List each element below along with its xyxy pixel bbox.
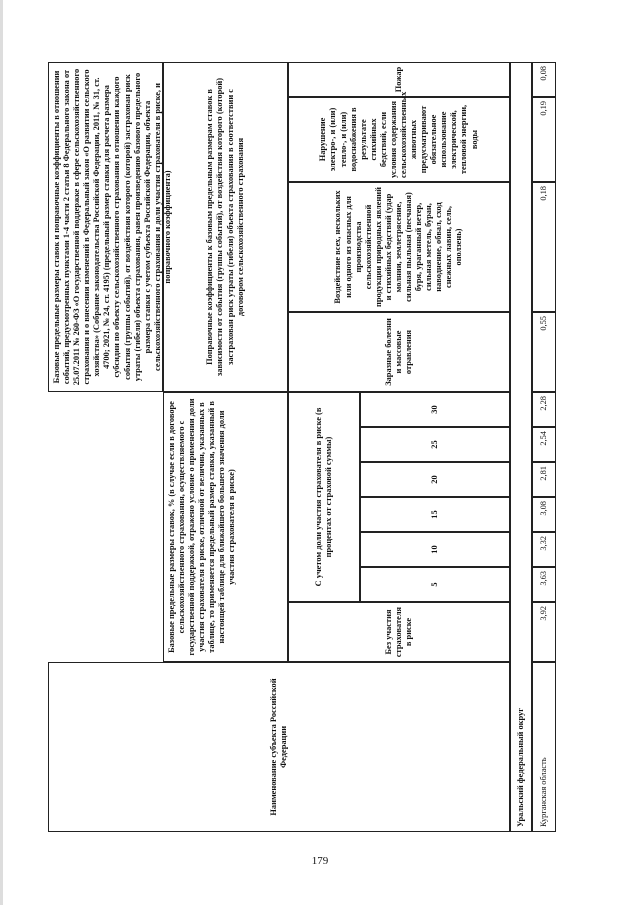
share-col-15: 15 bbox=[360, 497, 510, 532]
value-share-5: 3,63 bbox=[532, 567, 556, 602]
table-title-text: Базовые предельные размеры ставок и поправочные коэффициенты в отношении событий, предусмотренных пунктами 1-4 части 2 статьи 8 Федерального закона от 25.07.2011 № 260-ФЗ «О государственной поддержке в сфере сельскохозяйственного страхования и о внесении изменений в Федеральный закон «О развитии сельского хозяйства» (Собрание законодательства Российской Федерации, 2011, № 31, ст. 4700; 2021, № 24, ст. 4195) (предельный размер ставки для расчета размера субсидии по объекту сельскохозяйственного страхования в отношении каждого события (группы событий), от воздействия которого (которой) застрахован риск утраты (гибели) объекта страхования, равен произведению базового предельного размера ставки с учетом субъекта Российской Федерации, объекта сельскохозяйственного страхования и доли участия страхователя в риске, и поправочного коэффициента) bbox=[52, 68, 172, 386]
value-share-20: 2,81 bbox=[532, 462, 556, 497]
col-header-base-rates: Базовые предельные размеры ставок, % (в случае если в договоре сельскохозяйственного страхования, осуществляемого с государственной поддержкой, отражено условие о применении доли участия страхователя в риске, отличной от величин, указанных в таблице, то применяется предельный размер ставки, указанный в настоящей таблице для ближайшего большего значения доли участия страхователя в риске) bbox=[163, 392, 288, 662]
share-col-10: 10 bbox=[360, 532, 510, 567]
rates-table bbox=[48, 62, 568, 832]
rotated-table bbox=[48, 62, 568, 832]
share-col-30: 30 bbox=[360, 392, 510, 427]
table-title bbox=[48, 62, 172, 392]
col-header-correction: Поправочные коэффициенты к базовым предельным размерам ставок в зависимости от события (группы событий), от воздействия которого (которой) застрахован риск утраты (гибели) объекта страхования в соответствии с договором сельскохозяйственного страхования bbox=[163, 62, 288, 392]
value-no-participation: 3,92 bbox=[532, 602, 556, 662]
table-row-subject: Курганская область bbox=[532, 662, 556, 832]
share-col-5: 5 bbox=[360, 567, 510, 602]
col-header-fire: Пожар bbox=[288, 62, 510, 97]
page-edge-shadow bbox=[0, 0, 3, 905]
value-share-25: 2,54 bbox=[532, 427, 556, 462]
share-col-20: 20 bbox=[360, 462, 510, 497]
col-header-subject: Наименование субъекта Российской Федерации bbox=[48, 662, 510, 832]
value-power-outage: 0,19 bbox=[532, 97, 556, 182]
value-infectious: 0,55 bbox=[532, 312, 556, 392]
col-header-no-participation: Без участия страхователя в риске bbox=[288, 602, 510, 662]
value-natural-events: 0,18 bbox=[532, 182, 556, 312]
col-header-power-outage: Нарушение электро-, и (или) тепло-, и (или) водоснабжения в результате стихийных бедствий, если условия содержания сельскохозяйственных животных предусматривают обязательное использование электрической, тепловой энергии, воды bbox=[288, 97, 510, 182]
share-col-25: 25 bbox=[360, 427, 510, 462]
value-fire: 0,08 bbox=[532, 62, 556, 97]
col-header-infectious: Заразные болезни и массовые отравления bbox=[288, 312, 510, 392]
value-share-30: 2,28 bbox=[532, 392, 556, 427]
col-header-with-participation: С учетом доли участия страхователя в риске (в процентах от страховой суммы) bbox=[288, 392, 360, 602]
col-header-natural-events: Воздействие всех, нескольких или одного из опасных для производства сельскохозяйственной продукции природных явлений и стихийных бедствий (удар молнии, землетрясение, сильная пыльная (песчаная) буря, ураганный ветер, сильная метель, буран, наводнение, обвал, сход снежных лавин, сель, оползень) bbox=[288, 182, 510, 312]
value-share-10: 3,32 bbox=[532, 532, 556, 567]
page-number: 179 bbox=[311, 855, 329, 867]
value-share-15: 3,08 bbox=[532, 497, 556, 532]
district-row: Уральский федеральный округ bbox=[510, 62, 532, 832]
